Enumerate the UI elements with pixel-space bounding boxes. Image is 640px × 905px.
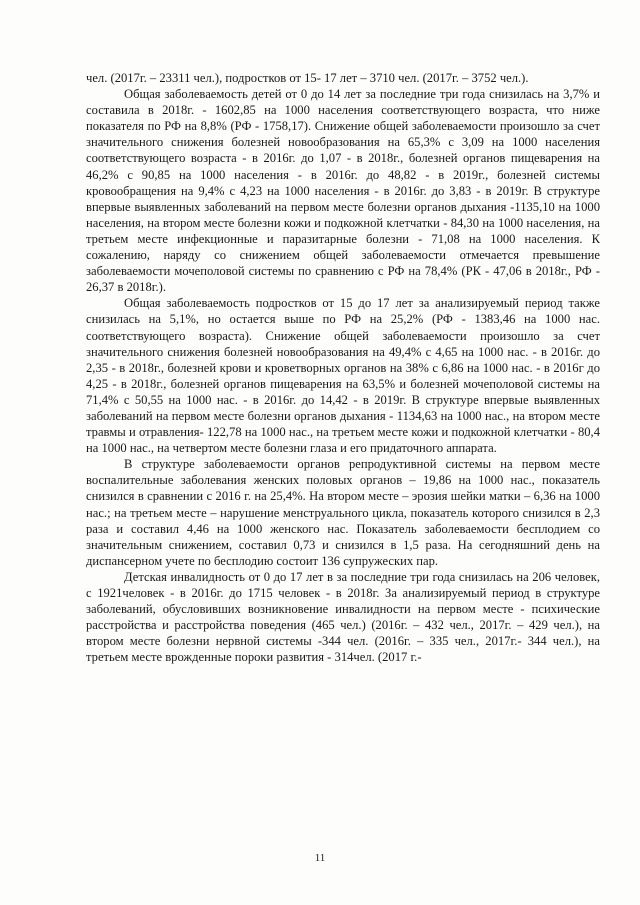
- page-number: 11: [314, 852, 326, 864]
- paragraph-5: Детская инвалидность от 0 до 17 лет в за последние три года снизилась на 206 человек, с 1921человек - в 2016г. до 1715 человек - в 2018г. За анализируемый период в структуре заболеваний, обусловивших возникновение инвалидности на первом месте - психические расстройства и расстройства поведения (465 чел.) (2016г. – 432 чел., 2017г. – 429 чел.), на втором месте болезни нервной системы -344 чел. (2016г. – 335 чел., 2017г.- 344 чел.), на третьем месте врожденные пороки развития - 314чел. (2017 г.-: [86, 569, 600, 665]
- paragraph-4: В структуре заболеваемости органов репродуктивной системы на первом месте воспалительные заболевания женских половых органов – 19,86 на 1000 нас., показатель снизился в сравнении с 2016 г. на 25,4%. На втором месте – эрозия шейки матки – 6,36 на 1000 нас.; на третьем месте – нарушение менструального цикла, показатель которого снизился в 2,3 раза и составил 4,46 на 1000 женского нас. Показатель заболеваемости бесплодием со значительным снижением, составил 0,73 и снизился в 1,5 раза. На сегодняшний день на диспансерном учете по бесплодию состоит 136 супружеских пар.: [86, 457, 600, 568]
- body-text: [86, 70, 600, 665]
- paragraph-2: Общая заболеваемость детей от 0 до 14 лет за последние три года снизилась на 3,7% и составила в 2018г. - 1602,85 на 1000 населения соответствующего возраста, что ниже показателя по РФ на 8,8% (РФ - 1758,17). Снижение общей заболеваемости произошло за счет значительного снижения болезней новообразования на 65,3% с 3,09 на 1000 населения соответствующего возраста - в 2016г. до 1,07 - в 2018г., болезней органов пищеварения на 46,2% с 90,85 на 1000 населения - в 2016г. до 48,82 - в 2019г., болезней системы кровообращения на 9,4% с 4,23 на 1000 населения - в 2016г. до 3,83 - в 2019г. В структуре впервые выявленных заболеваний на первом месте болезни органов дыхания -1135,10 на 1000 населения, на втором месте болезни кожи и подкожной клетчатки - 84,30 на 1000 населения, на третьем месте инфекционные и паразитарные болезни - 71,08 на 1000 населения. К сожалению, наряду со снижением общей заболеваемости отмечается превышение заболеваемости мочеполовой системы по сравнению с РФ на 78,4% (РК - 47,06 в 2018г., РФ - 26,37 в 2018г.).: [86, 87, 600, 295]
- paragraph-3: Общая заболеваемость подростков от 15 до 17 лет за анализируемый период также снизилась на 5,1%, но остается выше по РФ на 25,2% (РФ - 1383,46 на 1000 нас. соответствующего возраста). Снижение общей заболеваемости произошло за счет значительного снижения болезней новообразования на 49,4% с 4,65 на 1000 нас. - в 2016г. до 2,35 - в 2018г., болезней крови и кроветворных органов на 38% с 6,86 на 1000 нас. - в 2016г до 4,25 - в 2018г., болезней органов пищеварения на 63,5% и болезней мочеполовой системы на 71,4% с 50,55 на 1000 нас. - в 2016г. до 14,42 - в 2019г. В структуре впервые выявленных заболеваний на первом месте болезни органов дыхания - 1134,63 на 1000 нас., на втором месте травмы и отравления- 122,78 на 1000 нас., на третьем месте кожи и подкожной клетчатки - 80,4 на 1000 нас., на четвертом месте болезни глаза и его придаточного аппарата.: [86, 296, 600, 456]
- paragraph-1: чел. (2017г. – 23311 чел.), подростков от 15- 17 лет – 3710 чел. (2017г. – 3752 чел.).: [86, 71, 529, 85]
